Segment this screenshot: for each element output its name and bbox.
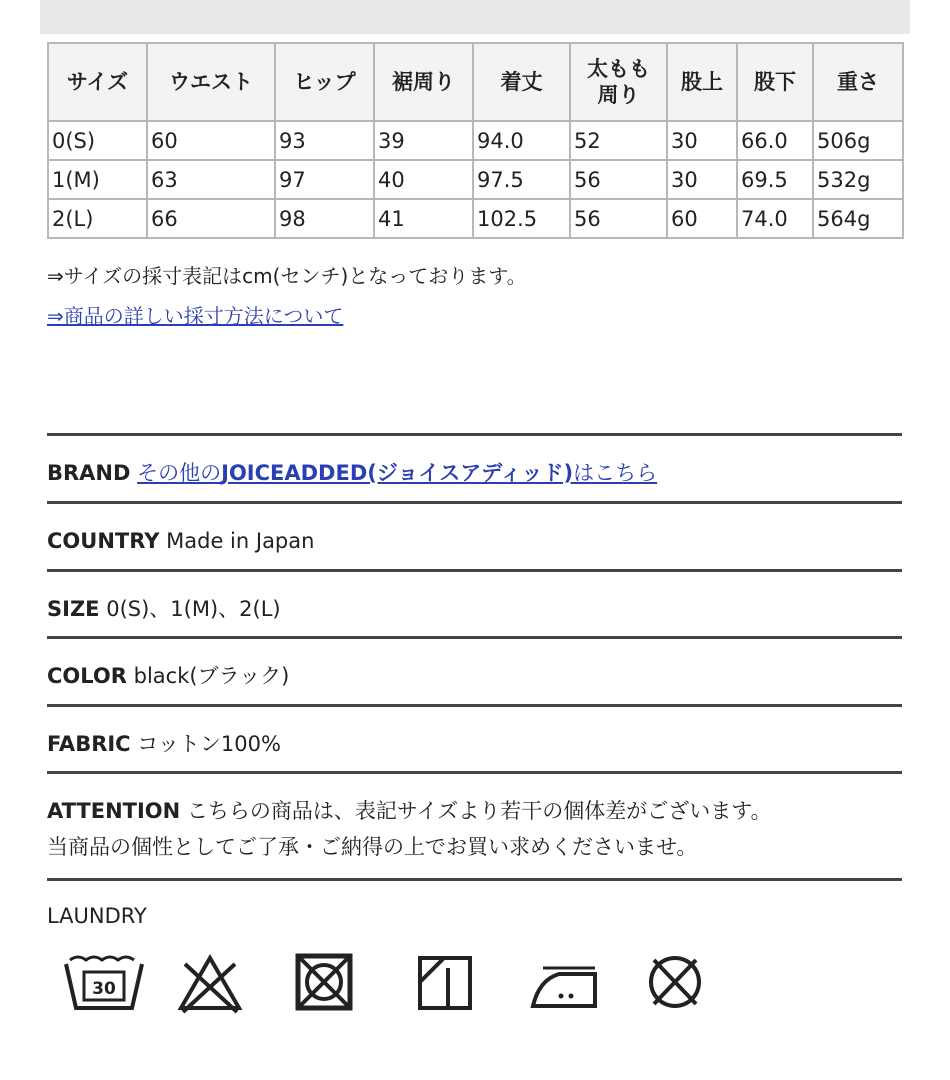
size-unit-note: ⇒サイズの採寸表記はcm(センチ)となっております。 <box>47 264 527 288</box>
brand-link-suffix: はこちら <box>573 461 658 485</box>
table-cell: 30 <box>667 121 737 160</box>
measurement-method-link[interactable]: ⇒商品の詳しい採寸方法について <box>47 304 344 328</box>
table-cell: 98 <box>275 199 374 238</box>
table-cell: 60 <box>147 121 275 160</box>
country-label: COUNTRY <box>47 529 160 553</box>
attention-line2: 当商品の個性としてご了承・ご納得の上でお買い求めくださいませ。 <box>47 835 698 859</box>
table-row <box>48 121 903 160</box>
drip-dry-shade-icon <box>410 950 480 1020</box>
size-value: 0(S)、1(M)、2(L) <box>106 597 281 621</box>
table-cell: 60 <box>667 199 737 238</box>
iron-medium-icon <box>525 950 605 1020</box>
color-row <box>47 658 907 694</box>
divider <box>47 878 902 881</box>
brand-row <box>47 455 907 491</box>
table-cell: 74.0 <box>737 199 813 238</box>
table-cell: 97 <box>275 160 374 199</box>
attention-label: ATTENTION <box>47 799 181 823</box>
color-label: COLOR <box>47 664 127 688</box>
table-cell: 102.5 <box>473 199 570 238</box>
table-cell: 56 <box>570 160 667 199</box>
no-tumble-dry-icon <box>290 950 360 1020</box>
table-cell: 63 <box>147 160 275 199</box>
attention-row <box>47 793 907 865</box>
attention-line1: こちらの商品は、表記サイズより若干の個体差がございます。 <box>186 799 772 823</box>
header-thigh: 太もも 周り <box>570 43 667 121</box>
table-cell: 94.0 <box>473 121 570 160</box>
fabric-row <box>47 726 907 762</box>
table-cell: 39 <box>374 121 473 160</box>
brand-link[interactable] <box>137 461 657 485</box>
brand-label: BRAND <box>47 461 131 485</box>
header-length: 着丈 <box>473 43 570 121</box>
fabric-label: FABRIC <box>47 732 131 756</box>
table-cell: 52 <box>570 121 667 160</box>
table-cell: 69.5 <box>737 160 813 199</box>
header-rise: 股上 <box>667 43 737 121</box>
table-row <box>48 199 903 238</box>
brand-link-name: JOICEADDED(ジョイスアディッド) <box>221 461 574 485</box>
top-band <box>40 0 910 34</box>
table-cell: 0(S) <box>48 121 147 160</box>
header-hip: ヒップ <box>275 43 374 121</box>
table-cell: 532g <box>813 160 903 199</box>
header-waist: ウエスト <box>147 43 275 121</box>
table-cell: 66.0 <box>737 121 813 160</box>
country-row <box>47 523 907 559</box>
header-inseam: 股下 <box>737 43 813 121</box>
table-header-row <box>48 43 903 121</box>
brand-link-prefix: その他の <box>137 461 222 485</box>
divider <box>47 636 902 639</box>
size-label: SIZE <box>47 597 100 621</box>
table-cell: 564g <box>813 199 903 238</box>
table-cell: 66 <box>147 199 275 238</box>
divider <box>47 771 902 774</box>
laundry-icons <box>60 950 760 1030</box>
header-hem: 裾周り <box>374 43 473 121</box>
size-table <box>47 42 904 239</box>
table-cell: 1(M) <box>48 160 147 199</box>
divider <box>47 569 902 572</box>
table-cell: 56 <box>570 199 667 238</box>
table-cell: 97.5 <box>473 160 570 199</box>
table-cell: 41 <box>374 199 473 238</box>
header-weight: 重さ <box>813 43 903 121</box>
no-dry-clean-icon <box>640 950 710 1020</box>
color-value: black(ブラック) <box>133 664 290 688</box>
table-cell: 506g <box>813 121 903 160</box>
size-row <box>47 591 907 627</box>
header-size: サイズ <box>48 43 147 121</box>
table-cell: 2(L) <box>48 199 147 238</box>
table-cell: 93 <box>275 121 374 160</box>
divider <box>47 501 902 504</box>
table-cell: 40 <box>374 160 473 199</box>
divider <box>47 704 902 707</box>
divider <box>47 433 902 436</box>
table-row <box>48 160 903 199</box>
laundry-label: LAUNDRY <box>47 904 147 928</box>
laundry-row <box>47 898 907 934</box>
no-bleach-icon <box>175 950 245 1020</box>
fabric-value: コットン100% <box>137 732 281 756</box>
country-value: Made in Japan <box>166 529 315 553</box>
table-cell: 30 <box>667 160 737 199</box>
wash-temp-label: 30 <box>92 979 116 999</box>
wash-30-icon <box>60 950 150 1020</box>
